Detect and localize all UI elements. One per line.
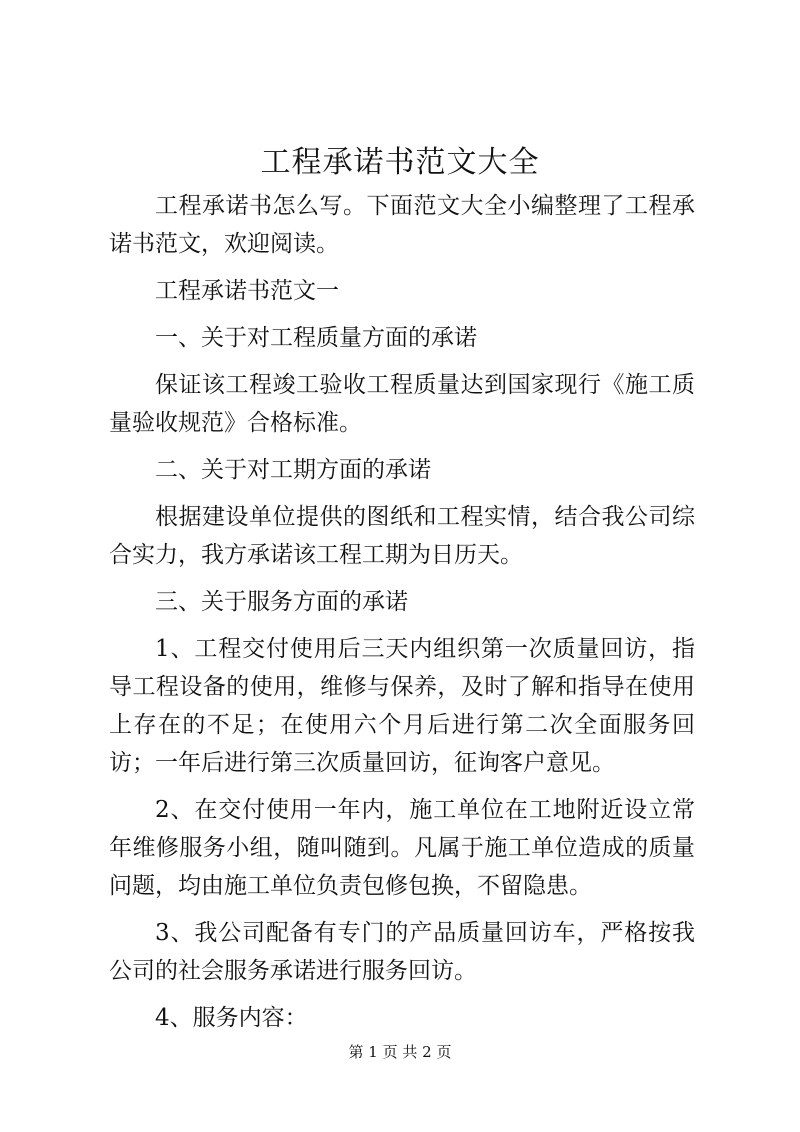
paragraph-intro: 工程承诺书怎么写。下面范文大全小编整理了工程承诺书范文，欢迎阅读。 — [109, 193, 695, 257]
paragraph-section-1-heading: 一、关于对工程质量方面的承诺 — [155, 325, 477, 351]
paragraph-service-item-4: 4、服务内容： — [155, 1005, 308, 1031]
paragraph-section-2-heading: 二、关于对工期方面的承诺 — [155, 457, 431, 483]
document-title: 工程承诺书范文大全 — [260, 145, 540, 180]
page-footer: 第 1 页 共 2 页 — [348, 1043, 452, 1061]
paragraph-sample-heading: 工程承诺书范文一 — [155, 278, 339, 304]
paragraph-service-item-3: 3、我公司配备有专门的产品质量回访车，严格按我公司的社会服务承诺进行服务回访。 — [109, 920, 695, 984]
paragraph-service-item-1: 1、工程交付使用后三天内组织第一次质量回访，指导工程设备的使用，维修与保养，及时了解和指导在使用上存在的不足；在使用六个月后进行第二次全面服务回访；一年后进行第三次质量回访，征询客户意见。 — [109, 636, 695, 776]
paragraph-section-3-heading: 三、关于服务方面的承诺 — [155, 589, 408, 615]
paragraph-service-item-2: 2、在交付使用一年内，施工单位在工地附近设立常年维修服务小组，随叫随到。凡属于施工单位造成的质量问题，均由施工单位负责包修包换，不留隐患。 — [109, 797, 695, 899]
document-body — [109, 187, 695, 1037]
paragraph-section-2-body: 根据建设单位提供的图纸和工程实情，结合我公司综合实力，我方承诺该工程工期为日历天。 — [109, 504, 695, 568]
paragraph-section-1-body: 保证该工程竣工验收工程质量达到国家现行《施工质量验收规范》合格标准。 — [109, 372, 695, 436]
